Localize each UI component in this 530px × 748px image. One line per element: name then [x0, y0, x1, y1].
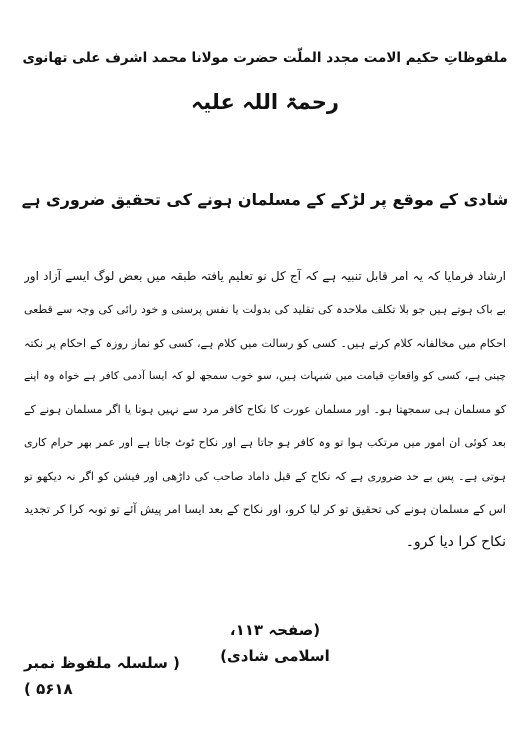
body-line: کو مسلمان ہی سمجھتا ہو۔ اور مسلمان عورت کا نکاح کافر مرد سے نہیں ہوتا یا اگر مسلمان ہونے کے	[24, 403, 506, 417]
body-line: اس کے مسلمان ہونے کی تحقیق تو کر لیا کرو، اور نکاح کے بعد ایسا امر پیش آئے تو توبہ کرا کر تجدید	[24, 502, 506, 517]
title-line-2: رحمۃ اللہ علیہ	[191, 90, 339, 114]
article-heading: شادی کے موقع پر لڑکے کے مسلمان ہونے کی تحقیق ضروری ہے	[21, 190, 509, 209]
body-line: ہوتی ہے۔ پس بے حد ضروری ہے کہ نکاح کے قبل داماد صاحب کی داڑھی اور فیشن کو اگر نہ دیکھو تو	[24, 469, 506, 483]
body-line: نکاح کرا دیا کرو۔	[405, 534, 506, 551]
body-line: بعد کوئی ان امور میں مرتکب ہوا تو وہ کافر ہو جاتا ہے اور نکاح ٹوٹ جاتا ہے اور عمر بھر حرام کاری	[24, 436, 506, 450]
series-number: ( سلسلہ ملفوظ نمبر ۵۶۱۸ )	[24, 654, 180, 698]
body-line: احکام میں مخالفانہ کلام کرتے ہیں۔ کسی کو رسالت میں کلام ہے، کسی کو نماز روزہ کے احکام پر نکتہ	[24, 336, 506, 350]
title-line-1: ملفوظاتِ حکیم الامت مجدد الملّت حضرت مولانا محمد اشرف علی تھانوی	[22, 50, 508, 66]
body-line: چینی ہے، کسی کو واقعاتِ قیامت میں شبہات ہیں، سو خوب سمجھ لو کہ ایسا آدمی کافر ہے خواہ وہ اپنے	[24, 369, 506, 382]
title-block	[16, 40, 514, 120]
body-line: بے باک ہوتے ہیں جو بلا تکلف ملاحدہ کی تقلید کی بدولت یا نفس پرستی و خود رائی کی وجہ سے قطعی	[24, 303, 506, 317]
body-text	[24, 260, 506, 560]
source-reference: (صفحہ ۱۱۳، اسلامی شادی)	[220, 621, 330, 665]
body-line: ارشاد فرمایا کہ یہ امر قابل تنبیہ ہے کہ آج کل نو تعلیم یافتہ طبقہ میں بعض لوگ ایسے آزاد اور	[24, 269, 506, 283]
